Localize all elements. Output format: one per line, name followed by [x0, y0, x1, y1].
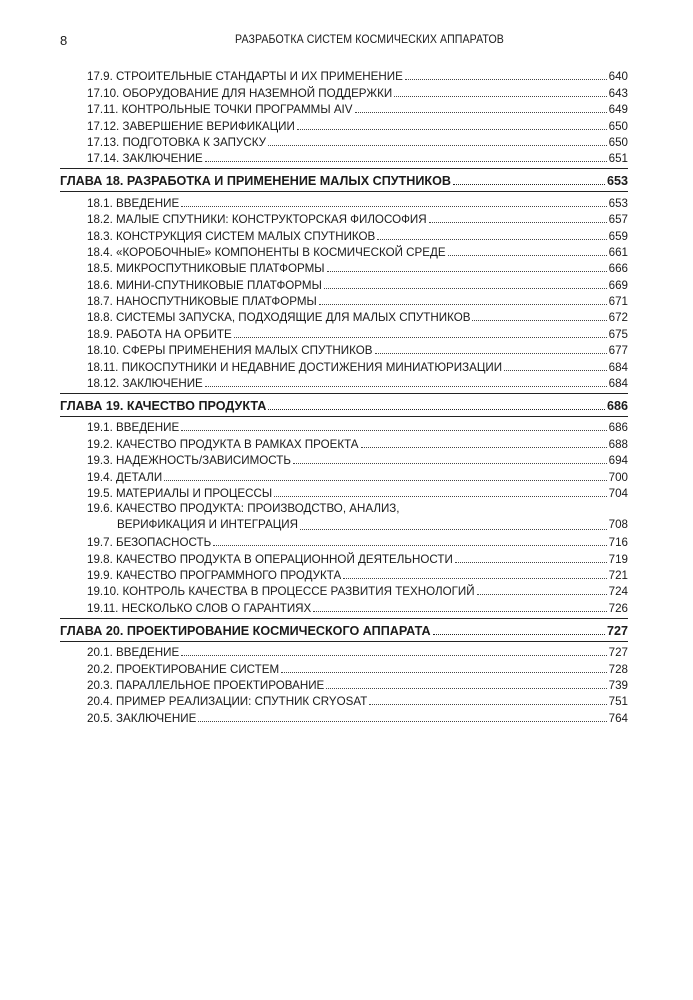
toc-entry-title: 18.4. «КОРОБОЧНЫЕ» КОМПОНЕНТЫ В КОСМИЧЕСКОЙ СРЕДЕ — [87, 245, 446, 259]
dot-leader — [164, 479, 606, 481]
toc-entry-page: 669 — [608, 278, 628, 292]
dot-leader — [297, 128, 607, 130]
toc-entry-title: 19.3. НАДЕЖНОСТЬ/ЗАВИСИМОСТЬ — [87, 454, 291, 468]
toc-entry[interactable] — [60, 325, 628, 341]
toc-entry[interactable] — [60, 709, 628, 725]
dot-leader — [477, 593, 607, 595]
toc-entry-page: 764 — [608, 711, 628, 725]
toc-entry-title: 20.5. ЗАКЛЮЧЕНИЕ — [87, 711, 197, 725]
toc-entry-page: 708 — [608, 518, 628, 532]
dot-leader — [455, 561, 607, 563]
toc-entry[interactable] — [60, 150, 628, 166]
toc-entry-page: 677 — [608, 344, 628, 358]
toc-entry[interactable] — [60, 260, 628, 276]
toc-entry[interactable] — [60, 117, 628, 133]
toc-entry[interactable] — [60, 468, 628, 484]
toc-entry-title: 19.10. КОНТРОЛЬ КАЧЕСТВА В ПРОЦЕССЕ РАЗВИТИЯ ТЕХНОЛОГИЙ — [87, 585, 475, 599]
dot-leader — [327, 270, 607, 272]
toc-entry[interactable] — [60, 452, 628, 468]
toc-entry[interactable] — [60, 375, 628, 391]
chapter-divider — [60, 393, 628, 394]
toc-entry-title: 18.1. ВВЕДЕНИЕ — [87, 196, 180, 210]
toc-entry[interactable] — [60, 419, 628, 435]
dot-leader — [268, 408, 605, 410]
toc-entry-page: 675 — [608, 327, 628, 341]
toc-entry-page: 721 — [608, 568, 628, 582]
dot-leader — [319, 303, 607, 305]
toc-entry-page: 651 — [608, 152, 628, 166]
dot-leader — [300, 528, 607, 530]
dot-leader — [324, 287, 607, 289]
toc-chapter-title: ГЛАВА 18. РАЗРАБОТКА И ПРИМЕНЕНИЕ МАЛЫХ СПУТНИКОВ — [60, 174, 451, 189]
toc-chapter-page: 727 — [606, 623, 628, 638]
toc-entry[interactable] — [60, 134, 628, 150]
toc-entry[interactable] — [60, 583, 628, 599]
toc-entry-page: 700 — [608, 470, 628, 484]
dot-leader — [429, 221, 607, 223]
toc-entry-title: 17.13. ПОДГОТОВКА К ЗАПУСКУ — [87, 135, 266, 149]
toc-entry-page: 694 — [608, 454, 628, 468]
toc-entry-title: 18.9. РАБОТА НА ОРБИТЕ — [87, 327, 232, 341]
table-of-contents — [60, 68, 628, 726]
toc-entry[interactable] — [60, 534, 628, 550]
toc-entry-page: 640 — [608, 70, 628, 84]
toc-entry-page: 727 — [608, 646, 628, 660]
toc-entry-title: 17.12. ЗАВЕРШЕНИЕ ВЕРИФИКАЦИИ — [87, 119, 295, 133]
dot-leader — [313, 610, 606, 612]
toc-entry-page: 751 — [608, 695, 628, 709]
toc-entry-title: 19.7. БЕЗОПАСНОСТЬ — [87, 536, 212, 550]
toc-entry[interactable] — [60, 227, 628, 243]
toc-entry-title: 17.14. ЗАКЛЮЧЕНИЕ — [87, 152, 203, 166]
toc-entry-title: 18.8. СИСТЕМЫ ЗАПУСКА, ПОДХОДЯЩИЕ ДЛЯ МАЛЫХ СПУТНИКОВ — [87, 311, 471, 325]
toc-entry[interactable] — [60, 276, 628, 292]
toc-entry-title: 18.10. СФЕРЫ ПРИМЕНЕНИЯ МАЛЫХ СПУТНИКОВ — [87, 344, 373, 358]
toc-entry-page: 728 — [608, 662, 628, 676]
chapter-divider — [60, 618, 628, 619]
dot-leader — [369, 703, 606, 705]
toc-entry-page: 661 — [608, 245, 628, 259]
toc-entry[interactable] — [60, 550, 628, 566]
toc-entry-title: 19.5. МАТЕРИАЛЫ И ПРОЦЕССЫ — [87, 486, 273, 500]
toc-entry[interactable] — [60, 644, 628, 660]
toc-entry-page: 716 — [608, 536, 628, 550]
toc-chapter-title: ГЛАВА 20. ПРОЕКТИРОВАНИЕ КОСМИЧЕСКОГО АППАРАТА — [60, 623, 431, 638]
dot-leader — [405, 78, 607, 80]
dot-leader — [448, 254, 607, 256]
toc-entry-title: 18.11. ПИКОСПУТНИКИ И НЕДАВНИЕ ДОСТИЖЕНИЯ МИНИАТЮРИЗАЦИИ — [87, 360, 503, 374]
toc-entry-title: 17.10. ОБОРУДОВАНИЕ ДЛЯ НАЗЕМНОЙ ПОДДЕРЖКИ — [87, 86, 393, 100]
dot-leader — [205, 385, 607, 387]
toc-entry-page: 739 — [608, 678, 628, 692]
dot-leader — [377, 238, 606, 240]
toc-entry-title: 20.2. ПРОЕКТИРОВАНИЕ СИСТЕМ — [87, 662, 280, 676]
toc-entry[interactable] — [60, 68, 628, 84]
toc-entry[interactable] — [60, 342, 628, 358]
toc-entry-page: 672 — [608, 311, 628, 325]
toc-entry-title: 18.3. КОНСТРУКЦИЯ СИСТЕМ МАЛЫХ СПУТНИКОВ — [87, 229, 376, 243]
toc-chapter-19[interactable] — [60, 396, 628, 414]
dot-leader — [361, 446, 607, 448]
toc-entry-title-line1: 19.6. КАЧЕСТВО ПРОДУКТА: ПРОИЗВОДСТВО, АНАЛИЗ, — [87, 501, 400, 515]
toc-chapter-18[interactable] — [60, 171, 628, 189]
toc-entry-title: 18.12. ЗАКЛЮЧЕНИЕ — [87, 377, 203, 391]
toc-entry-page: 650 — [608, 135, 628, 149]
dot-leader — [234, 336, 607, 338]
chapter-divider — [60, 416, 628, 417]
toc-entry[interactable] — [60, 677, 628, 693]
toc-chapter-title: ГЛАВА 19. КАЧЕСТВО ПРОДУКТА — [60, 399, 267, 414]
toc-entry[interactable] — [60, 485, 628, 501]
dot-leader — [205, 160, 607, 162]
toc-entry[interactable] — [60, 244, 628, 260]
toc-chapter-20[interactable] — [60, 621, 628, 639]
toc-entry-page: 643 — [608, 86, 628, 100]
toc-entry-title: 20.4. ПРИМЕР РЕАЛИЗАЦИИ: СПУТНИК CRYOSAT — [87, 695, 368, 709]
toc-entry-title: 20.3. ПАРАЛЛЕЛЬНОЕ ПРОЕКТИРОВАНИЕ — [87, 678, 325, 692]
toc-entry-page: 719 — [608, 552, 628, 566]
toc-entry-title: 18.5. МИКРОСПУТНИКОВЫЕ ПЛАТФОРМЫ — [87, 262, 325, 276]
dot-leader — [355, 111, 607, 113]
dot-leader — [274, 495, 607, 497]
toc-entry[interactable] — [60, 309, 628, 325]
toc-entry-page: 684 — [608, 377, 628, 391]
toc-entry-multiline[interactable] — [60, 501, 628, 534]
toc-entry[interactable] — [60, 358, 628, 374]
toc-entry[interactable] — [60, 194, 628, 210]
toc-entry-title: 19.11. НЕСКОЛЬКО СЛОВ О ГАРАНТИЯХ — [87, 601, 312, 615]
dot-leader — [293, 462, 607, 464]
toc-entry-page: 704 — [608, 486, 628, 500]
dot-leader — [181, 429, 606, 431]
toc-entry-page: 688 — [608, 437, 628, 451]
toc-entry-title: 19.2. КАЧЕСТВО ПРОДУКТА В РАМКАХ ПРОЕКТА — [87, 437, 359, 451]
toc-entry-title: 17.9. СТРОИТЕЛЬНЫЕ СТАНДАРТЫ И ИХ ПРИМЕНЕНИЕ — [87, 70, 403, 84]
chapter-divider — [60, 168, 628, 169]
toc-entry-page: 649 — [608, 103, 628, 117]
page-header — [60, 33, 630, 55]
toc-entry[interactable] — [60, 599, 628, 615]
chapter-divider — [60, 191, 628, 192]
dot-leader — [326, 687, 606, 689]
toc-entry-page: 686 — [608, 421, 628, 435]
dot-leader — [281, 671, 607, 673]
toc-entry[interactable] — [60, 293, 628, 309]
dot-leader — [472, 319, 606, 321]
toc-entry-title: 19.9. КАЧЕСТВО ПРОГРАММНОГО ПРОДУКТА — [87, 568, 342, 582]
toc-entry-page: 657 — [608, 213, 628, 227]
toc-entry-title: 20.1. ВВЕДЕНИЕ — [87, 646, 180, 660]
toc-entry[interactable] — [60, 101, 628, 117]
toc-entry-title: 18.6. МИНИ-СПУТНИКОВЫЕ ПЛАТФОРМЫ — [87, 278, 322, 292]
toc-entry[interactable] — [60, 84, 628, 100]
toc-entry[interactable] — [60, 567, 628, 583]
running-title: РАЗРАБОТКА СИСТЕМ КОСМИЧЕСКИХ АППАРАТОВ — [235, 34, 504, 46]
toc-entry-title: 19.8. КАЧЕСТВО ПРОДУКТА В ОПЕРАЦИОННОЙ ДЕЯТЕЛЬНОСТИ — [87, 552, 453, 566]
toc-entry[interactable] — [60, 660, 628, 676]
dot-leader — [268, 144, 607, 146]
toc-entry[interactable] — [60, 693, 628, 709]
dot-leader — [433, 633, 605, 635]
toc-entry-title: 18.7. НАНОСПУТНИКОВЫЕ ПЛАТФОРМЫ — [87, 295, 317, 309]
toc-entry-title-line2: ВЕРИФИКАЦИЯ И ИНТЕГРАЦИЯ — [117, 518, 298, 532]
toc-entry-title: 19.1. ВВЕДЕНИЕ — [87, 421, 180, 435]
toc-entry-page: 724 — [608, 585, 628, 599]
toc-entry-page: 653 — [608, 196, 628, 210]
toc-entry-page: 666 — [608, 262, 628, 276]
toc-entry-title: 19.4. ДЕТАЛИ — [87, 470, 163, 484]
page-number: 8 — [60, 33, 68, 48]
chapter-divider — [60, 641, 628, 642]
dot-leader — [213, 544, 606, 546]
toc-entry-title: 17.11. КОНТРОЛЬНЫЕ ТОЧКИ ПРОГРАММЫ AIV — [87, 103, 353, 117]
toc-entry-page: 671 — [608, 295, 628, 309]
toc-entry-page: 684 — [608, 360, 628, 374]
dot-leader — [375, 352, 607, 354]
dot-leader — [343, 577, 606, 579]
toc-entry[interactable] — [60, 211, 628, 227]
dot-leader — [453, 183, 605, 185]
dot-leader — [181, 205, 606, 207]
dot-leader — [394, 95, 606, 97]
toc-entry-page: 659 — [608, 229, 628, 243]
dot-leader — [504, 369, 607, 371]
toc-chapter-page: 686 — [606, 399, 628, 414]
toc-entry[interactable] — [60, 435, 628, 451]
toc-entry-page: 726 — [608, 601, 628, 615]
dot-leader — [198, 720, 606, 722]
dot-leader — [181, 654, 606, 656]
toc-entry-page: 650 — [608, 119, 628, 133]
toc-chapter-page: 653 — [606, 174, 628, 189]
toc-entry-title: 18.2. МАЛЫЕ СПУТНИКИ: КОНСТРУКТОРСКАЯ ФИЛОСОФИЯ — [87, 213, 427, 227]
